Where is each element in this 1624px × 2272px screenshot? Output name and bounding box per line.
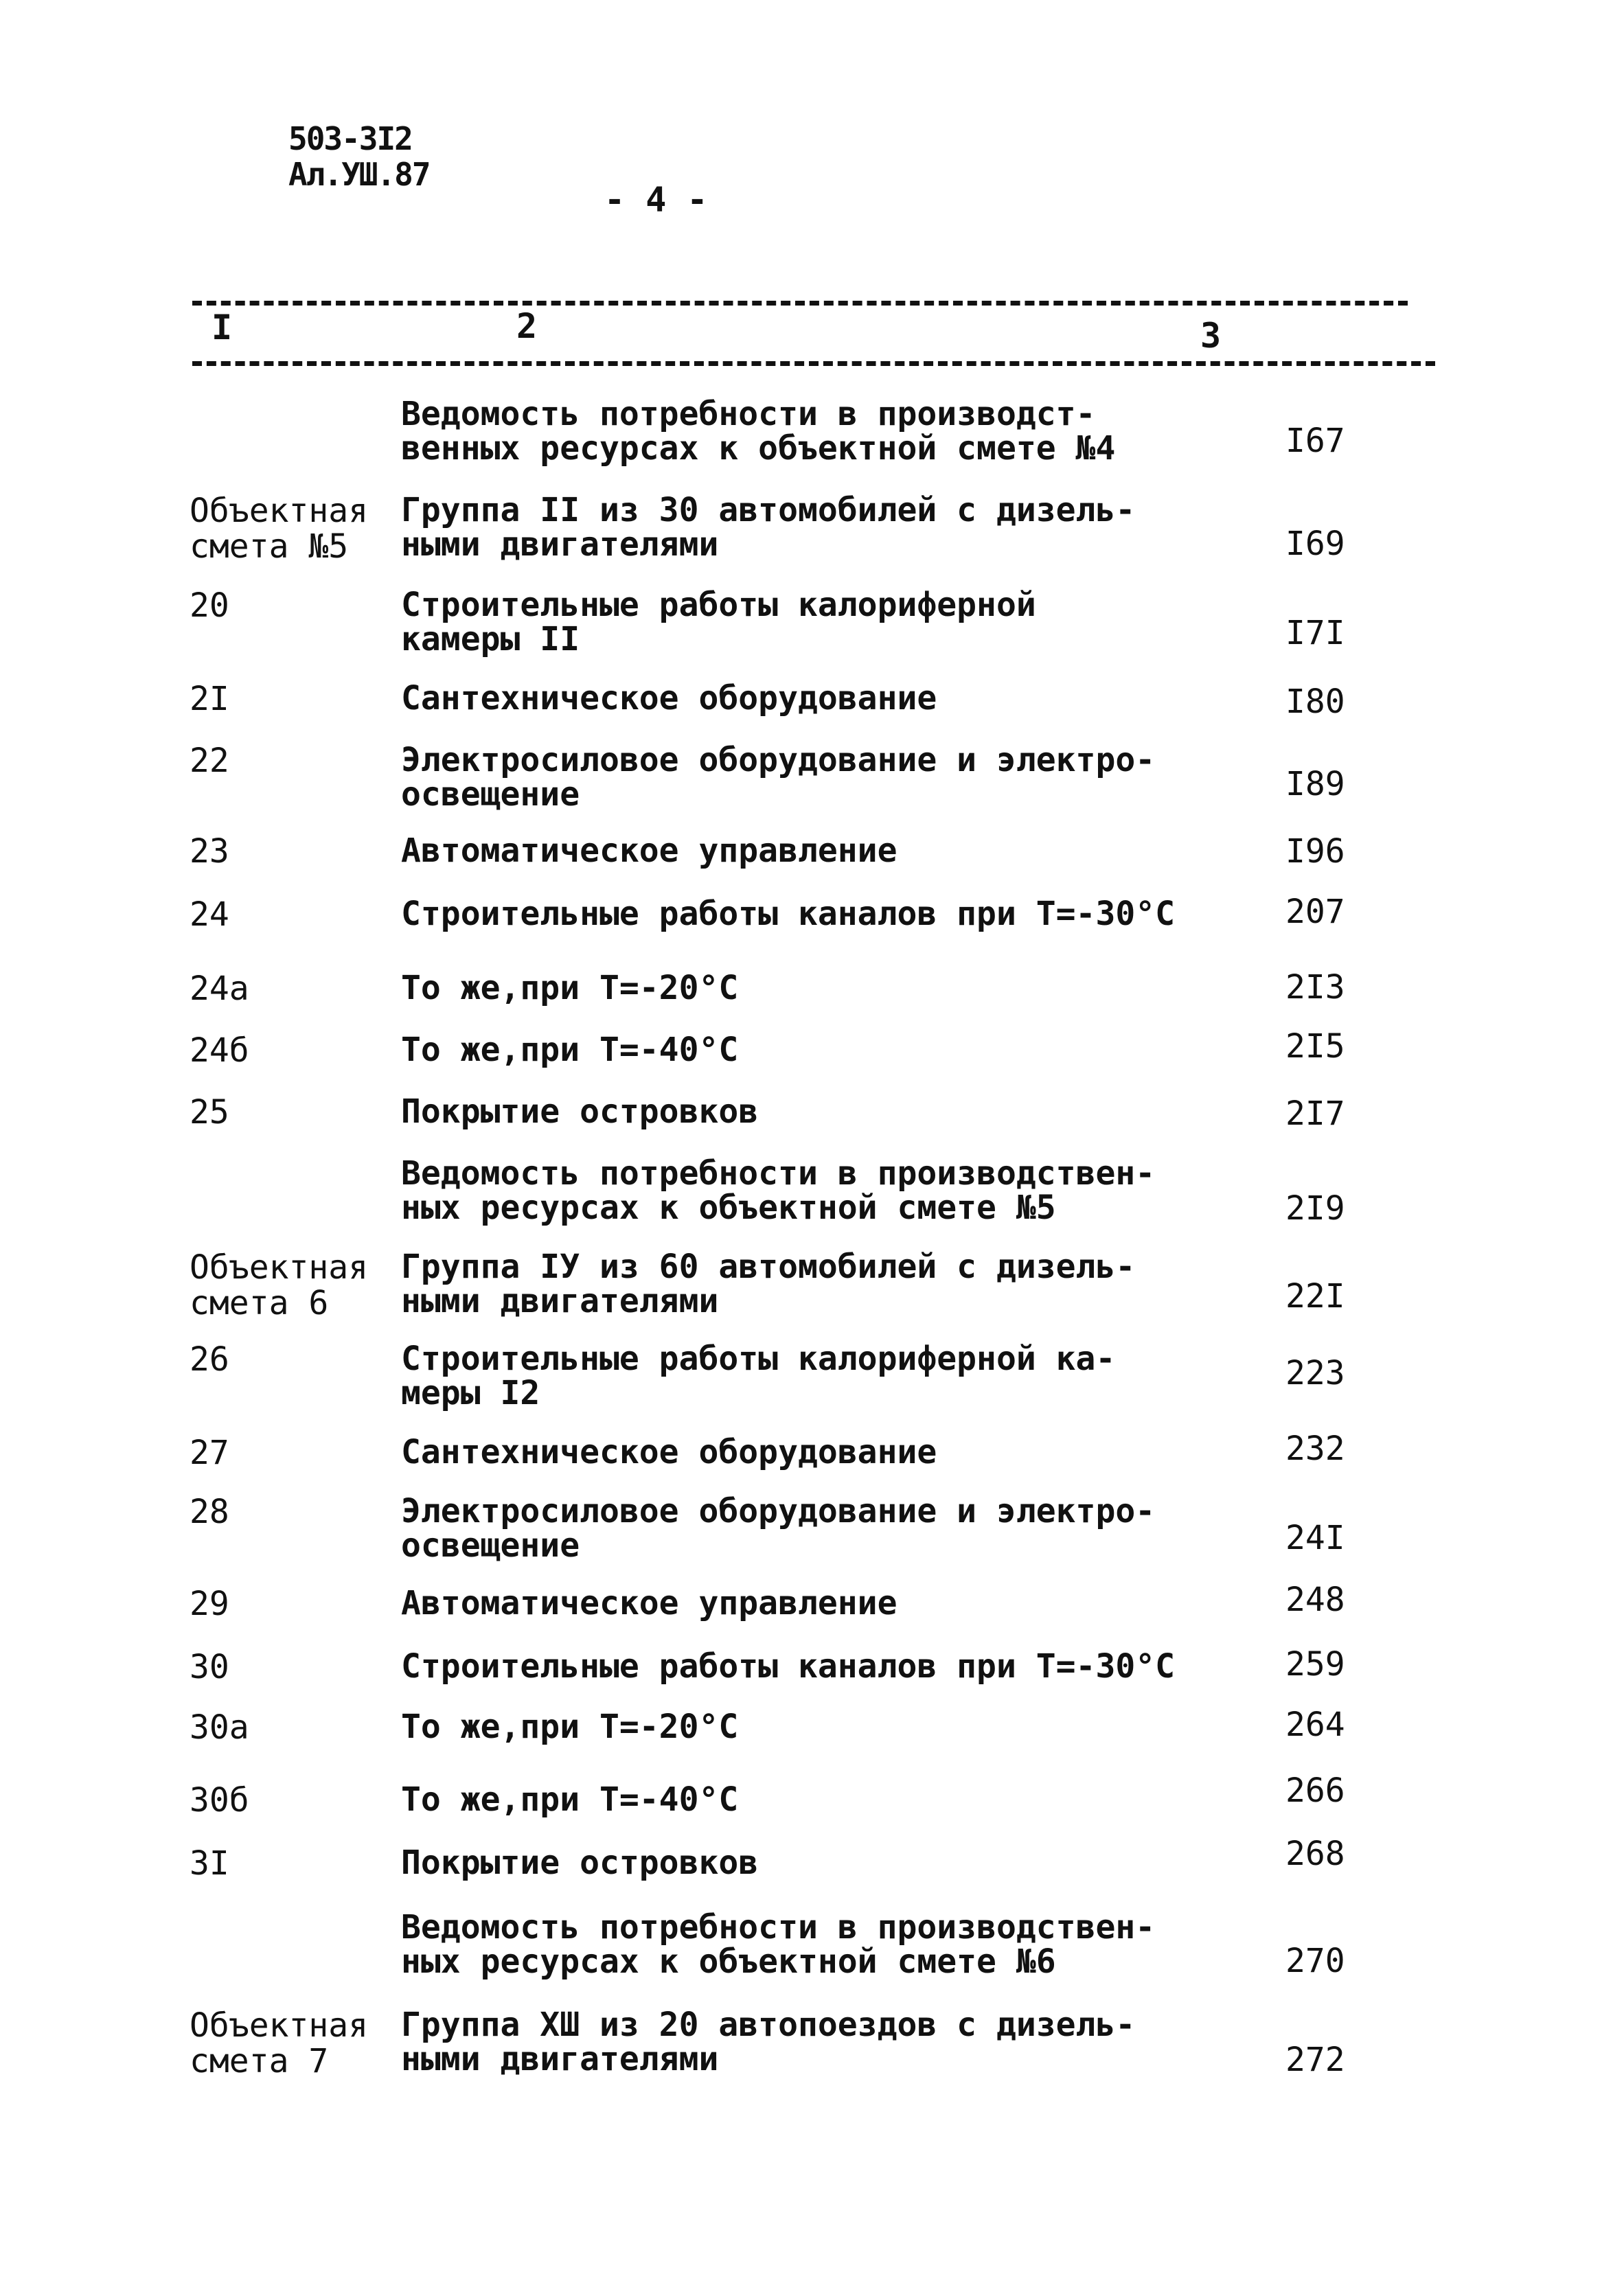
row-page: 207 [1285, 893, 1345, 931]
row-page: 2I5 [1285, 1027, 1345, 1066]
row-description: Автоматическое управление [401, 1584, 897, 1622]
row-description: То же,при Т=-20°С [401, 1708, 739, 1746]
row-code: Объектная смета №5 [190, 492, 369, 566]
table-top-rule [192, 301, 1408, 306]
row-page: 266 [1285, 1771, 1345, 1810]
row-code: 25 [190, 1093, 229, 1132]
row-description: То же,при Т=-20°С [401, 969, 739, 1007]
row-code: 22 [190, 742, 229, 780]
row-code: 30б [190, 1781, 249, 1820]
column-header-1: I [211, 308, 233, 347]
row-code: 27 [190, 1434, 229, 1472]
row-description: Строительные работы калориферной камеры II [401, 586, 1036, 658]
row-description: Ведомость потребности в производст- венных ресурсах к объектной смете №4 [401, 395, 1116, 468]
row-description: То же,при Т=-40°С [401, 1031, 739, 1069]
row-description: Ведомость потребности в производствен- ных ресурсах к объектной смете №6 [401, 1908, 1156, 1981]
row-description: Строительные работы каналов при Т=-30°С [401, 895, 1176, 933]
row-code: 3I [190, 1844, 229, 1883]
row-description: Строительные работы каналов при Т=-30°С [401, 1647, 1176, 1686]
row-description: Группа II из 30 автомобилей с дизель- ными двигателями [401, 491, 1136, 564]
row-code: 20 [190, 586, 229, 625]
row-page: 2I3 [1285, 968, 1345, 1007]
row-code: 2I [190, 680, 229, 718]
row-page: 272 [1285, 2041, 1345, 2079]
row-page: 270 [1285, 1942, 1345, 1980]
row-code: 30 [190, 1648, 229, 1686]
row-code: 28 [190, 1493, 229, 1531]
row-page: 2I7 [1285, 1094, 1345, 1133]
row-page: I80 [1285, 682, 1345, 721]
column-header-2: 2 [516, 306, 538, 346]
row-page: 259 [1285, 1645, 1345, 1684]
row-page: 2I9 [1285, 1189, 1345, 1228]
page-number: - 4 - [604, 180, 708, 220]
row-code: 29 [190, 1585, 229, 1623]
row-description: Строительные работы калориферной ка- меры I2 [401, 1340, 1116, 1412]
row-code: Объектная смета 6 [190, 1248, 369, 1322]
row-description: Автоматическое управление [401, 831, 897, 870]
document-code: 503-3I2 [288, 120, 412, 157]
document-header-code [288, 121, 430, 192]
table-header-rule [192, 361, 1435, 366]
row-description: Сантехническое оборудование [401, 1433, 937, 1471]
row-page: 22I [1285, 1277, 1345, 1316]
row-description: Электросиловое оборудование и электро- освещение [401, 1492, 1156, 1565]
row-description: Сантехническое оборудование [401, 679, 937, 718]
row-code: 24а [190, 969, 249, 1008]
row-code: 23 [190, 832, 229, 871]
row-code: 26 [190, 1340, 229, 1379]
row-code: 24б [190, 1031, 249, 1070]
row-page: I89 [1285, 765, 1345, 803]
row-code: 24 [190, 895, 229, 934]
row-description: Ведомость потребности в производствен- ных ресурсах к объектной смете №5 [401, 1154, 1156, 1227]
album-code: Ал.УШ.87 [288, 156, 430, 193]
row-page: I7I [1285, 614, 1345, 652]
column-header-3: 3 [1200, 316, 1222, 356]
row-description: Электросиловое оборудование и электро- освещение [401, 741, 1156, 814]
row-description: Группа IУ из 60 автомобилей с дизель- ными двигателями [401, 1248, 1136, 1320]
row-page: I96 [1285, 832, 1345, 871]
row-page: 248 [1285, 1581, 1345, 1619]
row-description: Покрытие островков [401, 1844, 759, 1882]
row-page: 264 [1285, 1706, 1345, 1744]
row-page: 24I [1285, 1519, 1345, 1557]
row-page: I69 [1285, 525, 1345, 563]
row-page: I67 [1285, 422, 1345, 460]
row-page: 232 [1285, 1430, 1345, 1468]
row-page: 223 [1285, 1354, 1345, 1392]
row-page: 268 [1285, 1835, 1345, 1873]
row-code: 30а [190, 1708, 249, 1747]
row-description: То же,при Т=-40°С [401, 1780, 739, 1819]
row-description: Группа XШ из 20 автопоездов с дизель- ными двигателями [401, 2006, 1136, 2078]
row-description: Покрытие островков [401, 1092, 759, 1131]
row-code: Объектная смета 7 [190, 2006, 369, 2080]
